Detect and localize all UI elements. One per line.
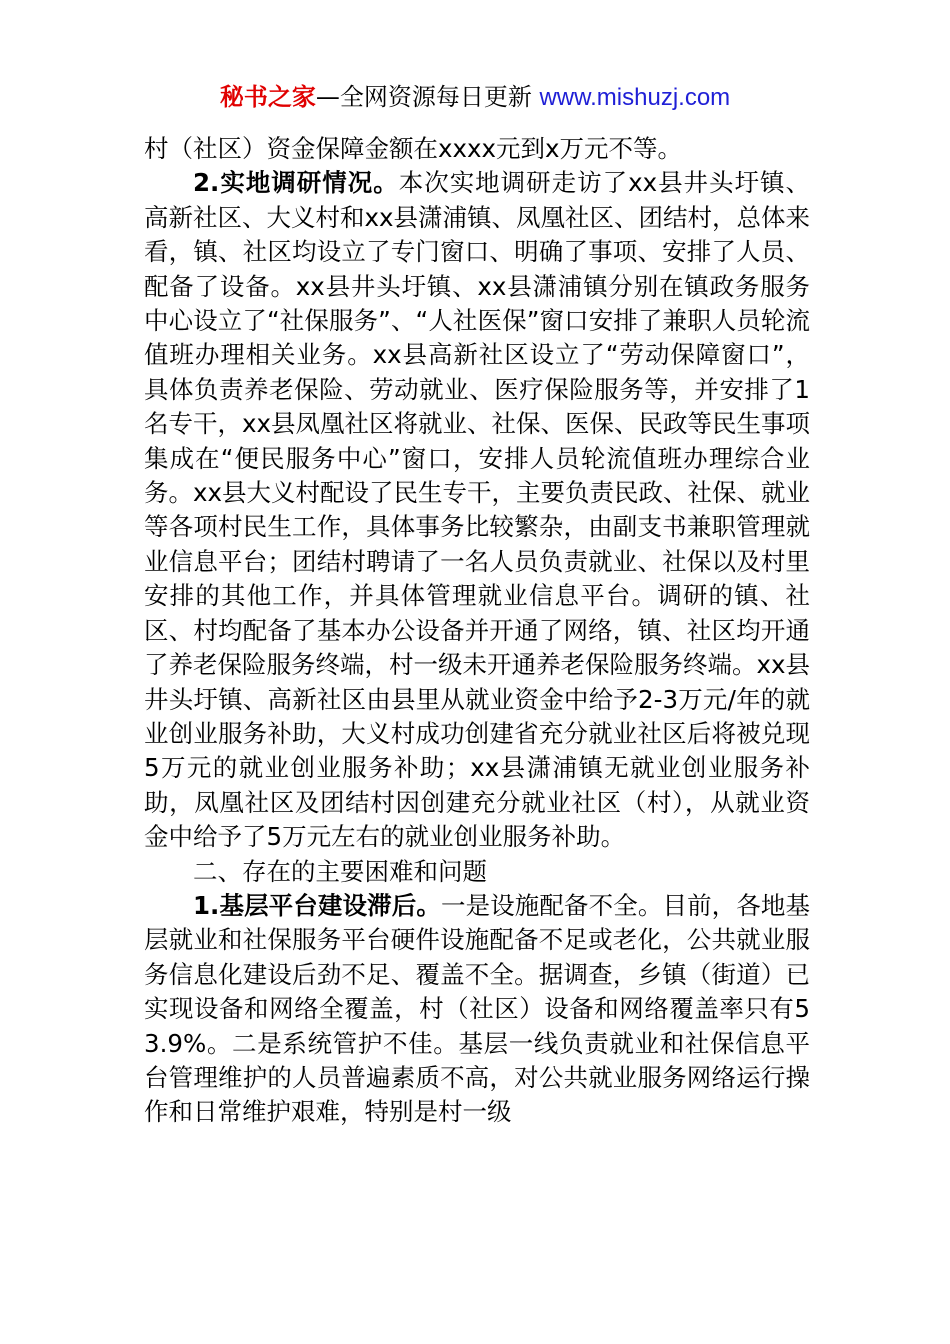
paragraph-text: 本次实地调研走访了xx县井头圩镇、高新社区、大义村和xx县潇浦镇、凤凰社区、团结村，总体来看，镇、社区均设立了专门窗口、明确了事项、安排了人员、配备了设备。xx县井头圩镇、xx县潇浦镇分别在镇政务服务中心设立了“社保服务”、“人社医保”窗口安排了兼职人员轮流值班办理相关业务。xx县高新社区设立了“劳动保障窗口”，具体负责养老保险、劳动就业、医疗保险服务等，并安排了1名专干，xx县凤凰社区将就业、社保、医保、民政等民生事项集成在“便民服务中心”窗口，安排人员轮流值班办理综合业务。xx县大义村配设了民生专干，主要负责民政、社保、就业等各项村民生工作，具体事务比较繁杂，由副支书兼职管理就业信息平台；团结村聘请了一名人员负责就业、社保以及村里安排的其他工作，并具体管理就业信息平台。调研的镇、社区、村均配备了基本办公设备并开通了网络，镇、社区均开通了养老保险服务终端，村一级未开通养老保险服务终端。xx县井头圩镇、高新社区由县里从就业资金中给予2-3万元/年的就业创业服务补助，大义村成功创建省充分就业社区后将被兑现5万元的就业创业服务补助；xx县潇浦镇无就业创业服务补助，凤凰社区及团结村因创建充分就业社区（村），从就业资金中给予了5万元左右的就业创业服务补助。 [144,168,810,852]
document-body [144,132,810,1130]
paragraph-text: 村（社区）资金保障金额在xxxx元到x万元不等。 [144,134,682,163]
section-heading-text: 二、存在的主要困难和问题 [193,856,487,886]
paragraph-field-research [144,166,810,854]
paragraph-lead-heading: 1.基层平台建设滞后。 [193,890,441,920]
paragraph-lead-heading: 2.实地调研情况。 [193,168,399,198]
site-url-link[interactable]: www.mishuzj.com [539,84,731,111]
paragraph-platform-issues [144,889,810,1130]
brand-name: 秘书之家 [219,83,316,111]
site-header [0,80,950,115]
paragraph-continuation [144,132,810,166]
header-tagline: —全网资源每日更新 [315,83,532,111]
paragraph-text: 一是设施配备不全。目前，各地基层就业和社保服务平台硬件设施配备不足或老化，公共就业服务信息化建设后劲不足、覆盖不全。据调查，乡镇（街道）已实现设备和网络全覆盖，村（社区）设备和网络覆盖率只有53.9%。二是系统管护不佳。基层一线负责就业和社保信息平台管理维护的人员普遍素质不高，对公共就业服务网络运行操作和日常维护艰难，特别是村一级 [144,890,811,1127]
section-heading [144,855,810,889]
